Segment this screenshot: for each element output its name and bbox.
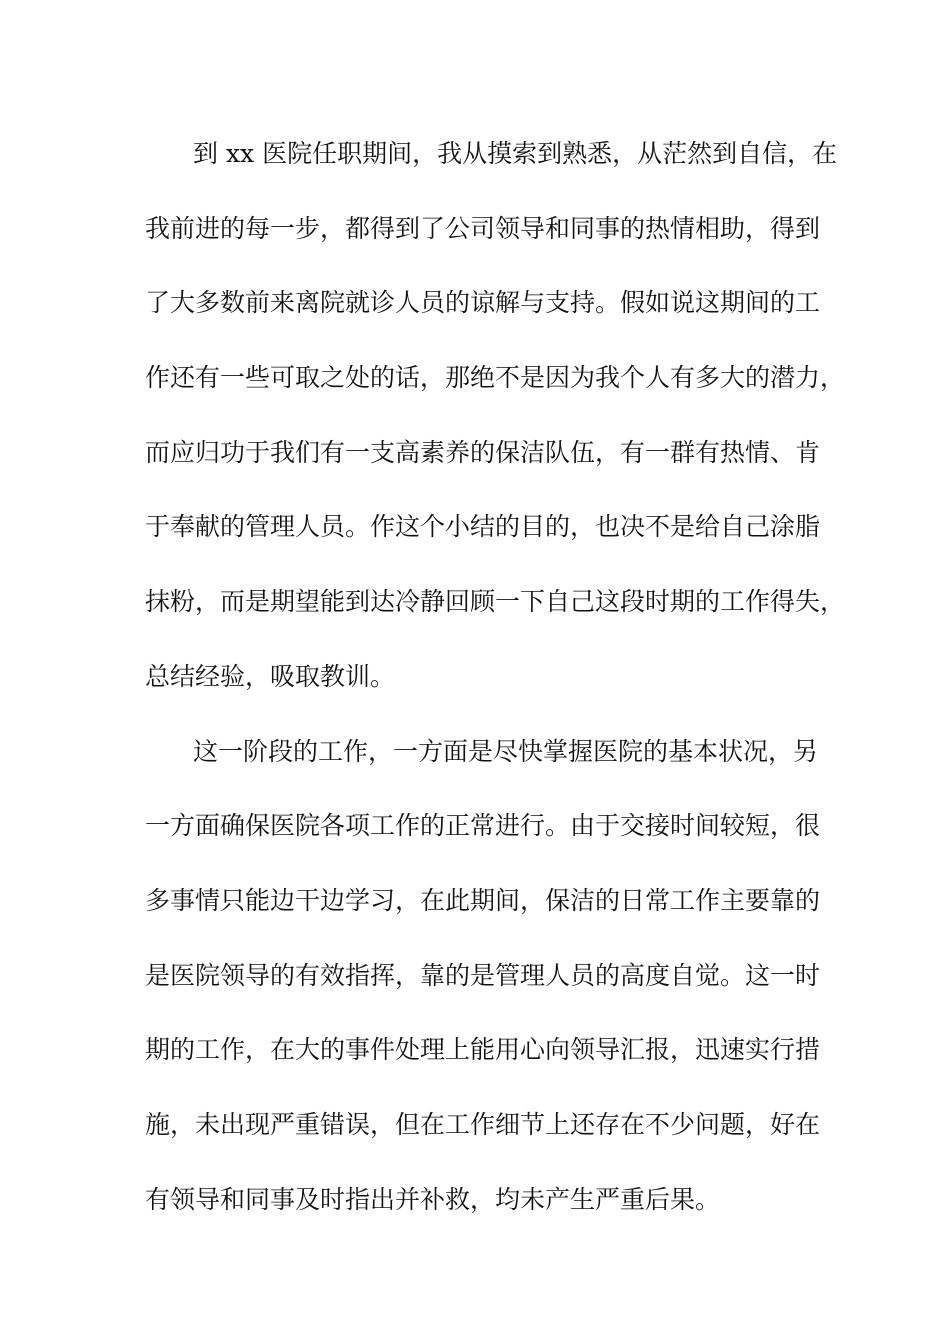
text-line: 有领导和同事及时指出并补救，均未产生严重后果。 — [145, 1184, 721, 1214]
text-line: 期的工作，在大的事件处理上能用心向领导汇报，迅速实行措 — [145, 1035, 821, 1065]
paragraph-2 — [145, 729, 845, 1252]
text-line: 是医院领导的有效指挥，靠的是管理人员的高度自觉。这一时 — [145, 960, 821, 990]
text-line: 一方面确保医院各项工作的正常进行。由于交接时间较短，很 — [145, 811, 821, 841]
paragraph-1 — [145, 131, 845, 729]
text-line: 施，未出现严重错误，但在工作细节上还存在不少问题，好在 — [145, 1109, 821, 1139]
text-line: 抹粉，而是期望能到达冷静回顾一下自己这段时期的工作得失， — [145, 587, 846, 617]
body-text — [145, 131, 845, 1251]
text-line: 了大多数前来离院就诊人员的谅解与支持。假如说这期间的工 — [145, 288, 821, 318]
text-line: 多事情只能边干边学习，在此期间，保洁的日常工作主要靠的 — [145, 885, 821, 915]
text-line: 到 xx 医院任职期间，我从摸索到熟悉，从茫然到自信，在 — [193, 139, 838, 168]
text-line: 总结经验，吸取教训。 — [145, 661, 396, 691]
text-line: 作还有一些可取之处的话，那绝不是因为我个人有多大的潜力， — [145, 363, 846, 393]
text-line: 这一阶段的工作，一方面是尽快掌握医院的基本状况，另 — [193, 736, 819, 766]
text-line: 我前进的每一步，都得到了公司领导和同事的热情相助，得到 — [145, 213, 821, 243]
text-line: 而应归功于我们有一支高素养的保洁队伍，有一群有热情、肯 — [145, 437, 821, 467]
text-line: 于奉献的管理人员。作这个小结的目的，也决不是给自己涂脂 — [145, 512, 821, 542]
